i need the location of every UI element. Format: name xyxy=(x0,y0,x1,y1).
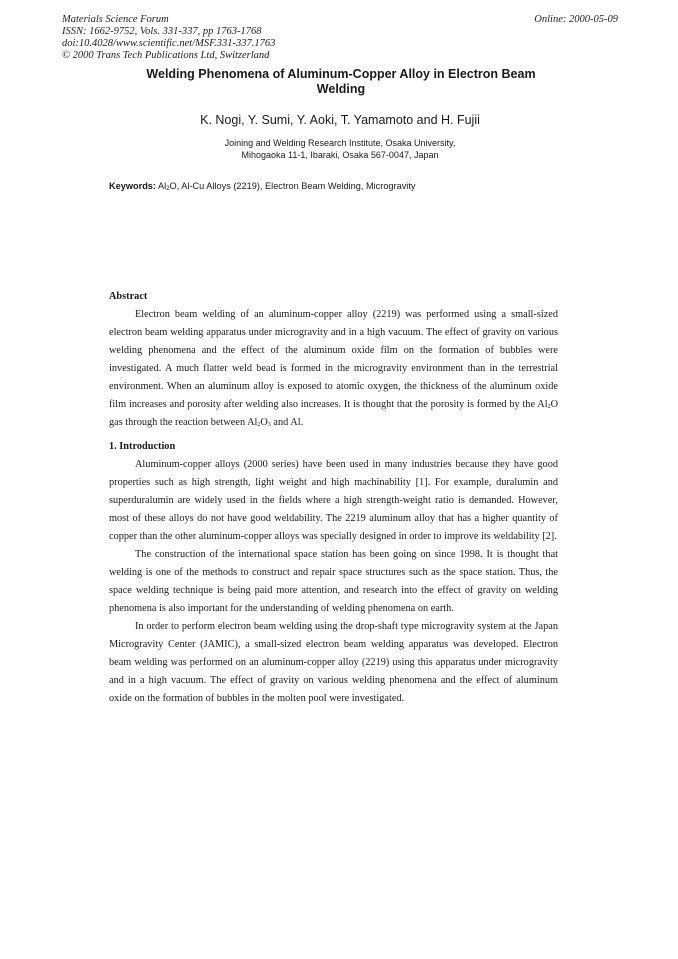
intro-paragraph-2: The construction of the international space station has been going on since 1998. It is thought that welding is one of the methods to construct and repair space structures such as the space station. Thus, the space welding technique is being paid more attention, and research into the effect of gravity on welding phenomena is also important for the understanding of welding phenomena on earth. xyxy=(109,549,558,614)
abstract-text-b: O gas through the reaction between Al xyxy=(109,399,558,428)
abstract-section xyxy=(109,288,558,432)
journal-header xyxy=(62,14,618,62)
abstract-text-main: Electron beam welding of an aluminum-copper alloy (2219) was performed using a small-sized electron beam welding apparatus under microgravity and in a high vacuum. The effect of gravity on various welding phenomena and the effect of the aluminum oxide film on the formation of bubbles were investigated. A much flatter weld bead is formed in the microgravity environment than in the terrestrial environment. When an aluminum alloy is exposed to atomic oxygen, the thickness of the aluminum oxide film increases and porosity after welding also increases. It is thought that the porosity is formed by the Al xyxy=(109,309,558,410)
abstract-sub-b2: 3 xyxy=(267,422,271,428)
keywords-text: O, Al-Cu Alloys (2219), Electron Beam Welding, Microgravity xyxy=(169,181,416,191)
intro-paragraph-1: Aluminum-copper alloys (2000 series) have been used in many industries because they have good properties such as high strength, light weight and high machinability [1]. For example, duralumin and superduralumin are widely used in the fields where a high strength-weight ratio is demanded. However, most of these alloys do not have good weldability. The 2219 aluminum alloy that has a higher quantity of copper than the other aluminum-copper alloys was specially designed in order to improve its weldability [2]. xyxy=(109,459,558,542)
abstract-text-c: O xyxy=(260,417,268,428)
issn-line: ISSN: 1662-9752, Vols. 331-337, pp 1763-1768 xyxy=(62,26,262,37)
abstract-paragraph xyxy=(109,306,558,432)
title-line-2: Welding xyxy=(316,82,366,96)
keywords xyxy=(109,181,579,191)
abstract-sub-b1: 2 xyxy=(257,422,261,428)
affiliation xyxy=(120,138,560,161)
title-line-1: Welding Phenomena of Aluminum-Copper Alloy in Electron Beam xyxy=(146,67,536,81)
introduction-heading: 1. Introduction xyxy=(109,441,176,452)
doi-line: doi:10.4028/www.scientific.net/MSF.331-337.1763 xyxy=(62,38,276,49)
abstract-heading: Abstract xyxy=(109,291,148,302)
introduction-section xyxy=(109,438,558,708)
journal-name: Materials Science Forum xyxy=(62,14,169,25)
author-list: K. Nogi, Y. Sumi, Y. Aoki, T. Yamamoto and H. Fujii xyxy=(200,113,480,127)
paper-title xyxy=(108,67,574,97)
intro-paragraph-3: In order to perform electron beam welding using the drop-shaft type microgravity system at the Japan Microgravity Center (JAMIC), a small-sized electron beam welding apparatus was developed. Electron beam welding was performed on an aluminum-copper alloy (2219) using this apparatus under microgravity and in a high vacuum. The effect of gravity on various welding phenomena and the effect of aluminum oxide on the formation of bubbles in the molten pool were investigated. xyxy=(109,621,558,704)
affiliation-line-1: Joining and Welding Research Institute, Osaka University, xyxy=(224,138,456,148)
copyright-line: © 2000 Trans Tech Publications Ltd, Switzerland xyxy=(62,50,270,61)
keywords-al: Al xyxy=(155,181,167,191)
online-date: Online: 2000-05-09 xyxy=(534,14,618,25)
affiliation-line-2: Mihogaoka 11-1, Ibaraki, Osaka 567-0047, Japan xyxy=(241,149,439,160)
keywords-sub: 2 xyxy=(166,186,170,192)
abstract-sub-a: 2 xyxy=(547,404,551,410)
abstract-text-end: and Al. xyxy=(270,417,304,428)
keywords-label: Keywords: xyxy=(109,181,156,191)
